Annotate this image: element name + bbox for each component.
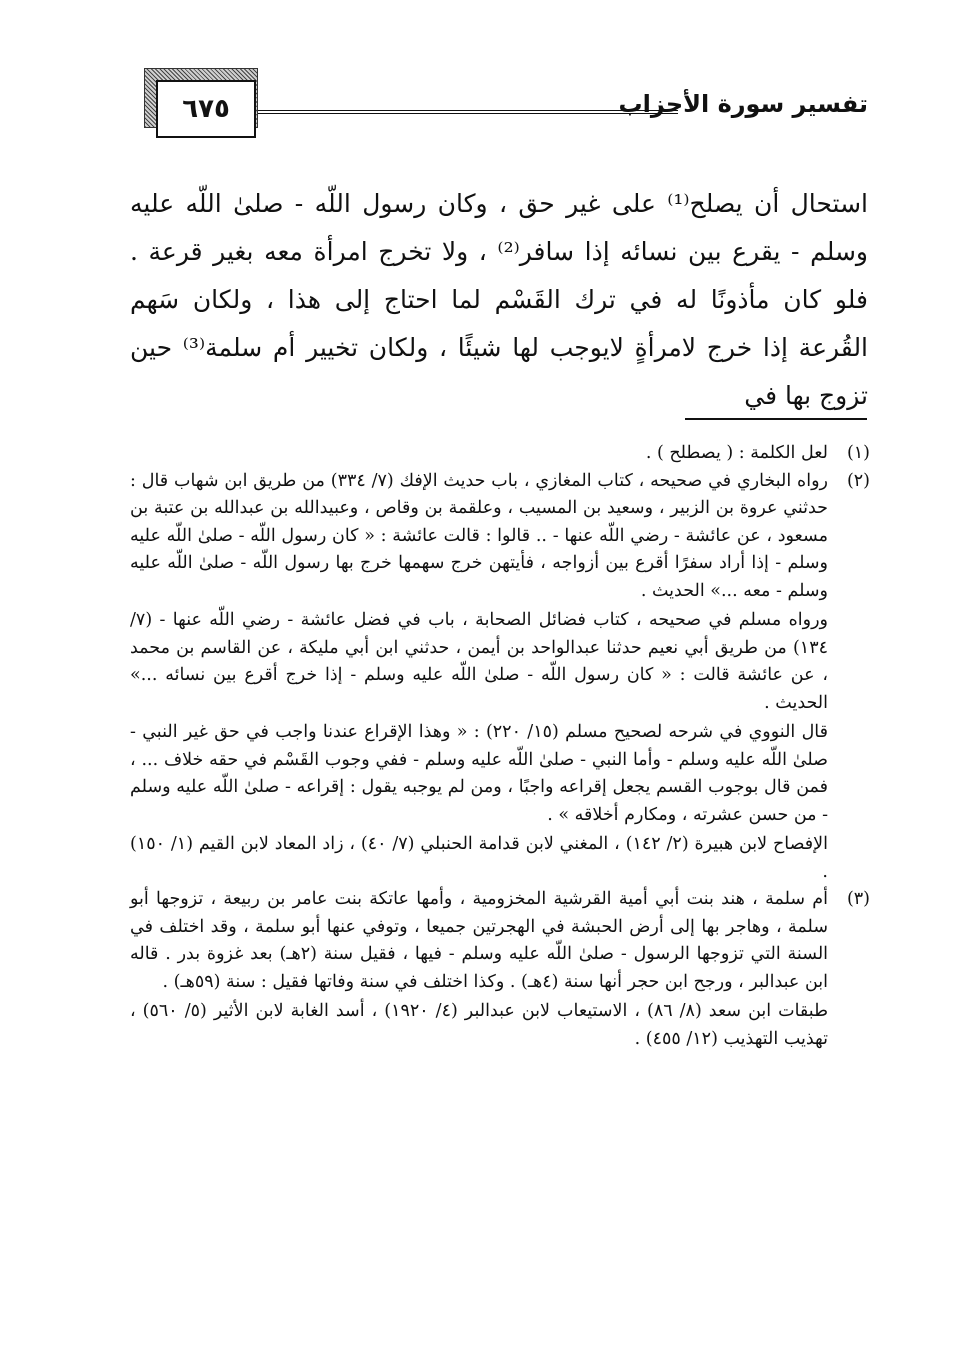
footnote-separator — [685, 418, 867, 420]
footnote-paragraph: قال النووي في شرحه لصحيح مسلم (١٥/ ٢٢٠) : « وهذا الإقراع عندنا واجب في حق غير النبي - صلىٰ اللّه عليه وسلم - وأما النبي - صلىٰ اللّه عليه وسلم - ففي وجوب القَسْم في حقه خلاف ... ، فمن قال بوجوب القسم يجعل إقراعه واجبًا ، ومن لم يوجبه يقول : إقراعه - صلىٰ اللّه عليه وسلم - من حسن عشرته ، ومكارم أخلاقه » . — [130, 722, 828, 825]
main-text — [130, 180, 868, 420]
footnote-paragraph: لعل الكلمة : ( يصطلح ) . — [645, 443, 828, 463]
footnote-body — [130, 440, 828, 468]
footnote-1 — [130, 440, 870, 468]
footnote-number: (٢) — [846, 470, 870, 491]
footnote-number: (١) — [846, 443, 870, 463]
footnote-body — [130, 468, 828, 887]
footnote-paragraph: أم سلمة ، هند بنت أبي أمية القرشية المخزومية ، وأمها عاتكة بنت عامر بن ربيعة ، تزوجها أبو سلمة ، وهاجر بها إلى أرض الحبشة في الهجرتين جميعا ، وتوفي عنها أبو سلمة ، وقد اختلف في السنة التي تزوجها الرسول - صلىٰ اللّه عليه وسلم - فيها ، فقيل سنة (٢هـ) بعد غزوة بدر . قاله ابن عبدالبر ، ورجح ابن حجر أنها سنة (٤هـ) . وكذا اختلف في سنة وفاتها فقيل : سنة (٥٩هـ) . — [130, 889, 829, 992]
running-title: تفسير سورة الأحزاب — [618, 90, 868, 118]
footnotes — [130, 440, 870, 1053]
footnote-paragraph: رواه البخاري في صحيحه ، كتاب المغازي ، باب حديث الإفك (٧/ ٣٣٤) من طريق ابن شهاب قال : حدثني عروة بن الزبير ، وسعيد بن المسيب ، وعلقمة بن وقاص ، وعبيدالله بن عبدالله بن عتبة بن مسعود ، عن عائشة - رضي اللّه عنها - .. قالوا : قالت عائشة : « كان رسول اللّه - صلىٰ اللّه عليه وسلم - إذا أراد سفرًا أقرع بين أزواجه ، فأيتهن خرج سهمها خرج بها رسول اللّه - صلىٰ اللّه عليه وسلم - معه ...» الحديث . — [130, 470, 828, 601]
page-header — [130, 64, 868, 154]
footnote-paragraph: ورواه مسلم في صحيحه ، كتاب فضائل الصحابة ، باب في فضل عائشة - رضي اللّه عنها - (٧/ ١٣٤) من طريق أبي نعيم حدثنا عبدالواحد بن أيمن ، حدثني ابن أبي مليكة ، عن القاسم بن محمد ، عن عائشة قالت : « كان رسول اللّه - صلىٰ اللّه عليه وسلم - إذا خرج أقرع بين نسائه ...» الحديث . — [130, 610, 828, 713]
footnote-number: (٣) — [846, 889, 870, 909]
footnote-2 — [130, 468, 870, 887]
main-paragraph: استحال أن يصلح⁽¹⁾ على غير حق ، وكان رسول اللّه - صلىٰ اللّه عليه وسلم - يقرع بين نسائه إذا سافر⁽²⁾ ، ولا تخرج امرأة معه بغير قرعة . فلو كان مأذونًا له في ترك القَسْم لما احتاج إلى هذا ، ولكان سَهم القُرعة إذا خرج لامرأةٍ لايوجب لها شيئًا ، ولكان تخيير أم سلمة⁽³⁾ حين تزوج بها في — [130, 189, 869, 410]
footnote-3 — [130, 886, 870, 1053]
page-number-box — [156, 80, 256, 138]
page-number: ٦٧٥ — [182, 94, 230, 124]
footnote-paragraph: طبقات ابن سعد (٨/ ٨٦) ، الاستيعاب لابن عبدالبر (٤/ ١٩٢٠) ، أسد الغابة لابن الأثير (٥/ ٥٦٠) ، تهذيب التهذيب (١٢/ ٤٥٥) . — [130, 1001, 828, 1049]
footnote-paragraph: الإفصاح لابن هبيرة (٢/ ١٤٢) ، المغني لابن قدامة الحنبلي (٧/ ٤٠) ، زاد المعاد لابن القيم (١/ ١٥٠) . — [130, 834, 828, 882]
header-rule — [252, 110, 678, 114]
footnote-body — [130, 886, 828, 1053]
